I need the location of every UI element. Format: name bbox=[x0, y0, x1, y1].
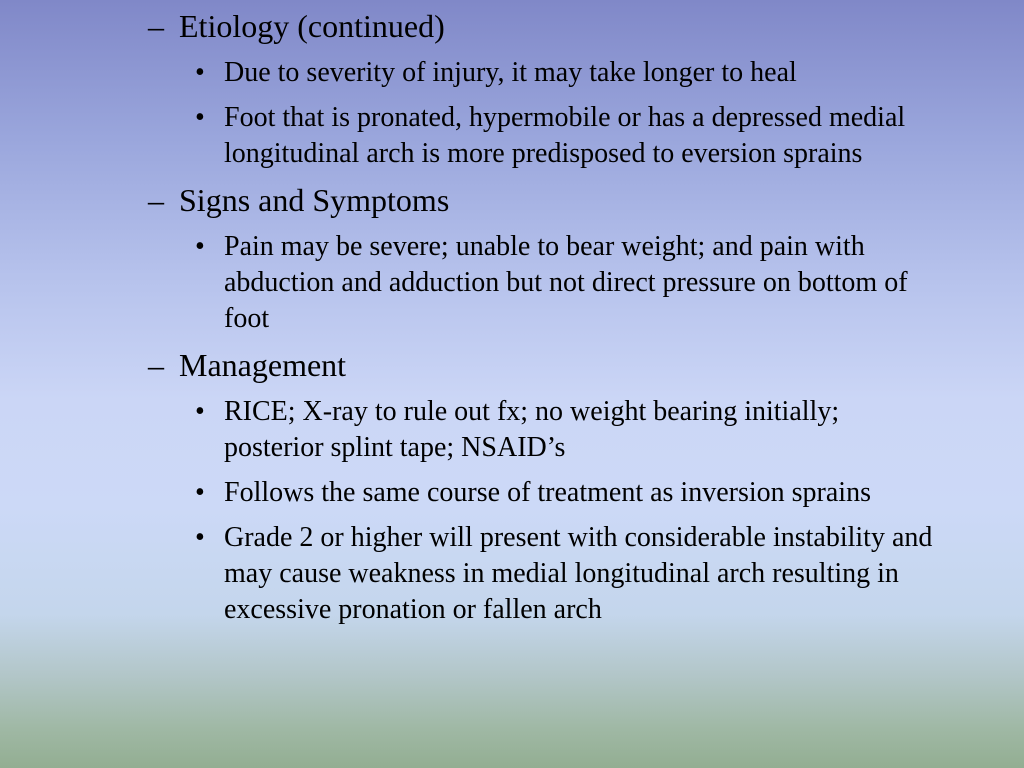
bullet-item bbox=[195, 520, 968, 628]
bullet-text: RICE; X-ray to rule out fx; no weight bearing initially; posterior splint tape; NSAID’s bbox=[224, 396, 840, 463]
section-heading-text: Signs and Symptoms bbox=[179, 182, 450, 218]
bullet-text: Pain may be severe; unable to bear weight; and pain with abduction and adduction but not direct pressure on bottom of foot bbox=[224, 231, 908, 334]
slide-content bbox=[148, 7, 968, 637]
bullet-marker: • bbox=[195, 522, 205, 553]
section-heading-text: Etiology (continued) bbox=[179, 8, 445, 44]
bullet-marker: • bbox=[195, 231, 205, 262]
section-heading-etiology bbox=[148, 7, 968, 45]
bullet-marker: • bbox=[195, 57, 205, 88]
bullet-list-signs-and-symptoms bbox=[195, 229, 968, 337]
section-heading-management bbox=[148, 346, 968, 384]
bullet-text: Follows the same course of treatment as inversion sprains bbox=[224, 477, 871, 508]
bullet-item bbox=[195, 100, 968, 172]
bullet-marker: • bbox=[195, 396, 205, 427]
bullet-item bbox=[195, 475, 968, 511]
bullet-item bbox=[195, 229, 968, 337]
dash-marker: – bbox=[148, 182, 164, 218]
bullet-text: Grade 2 or higher will present with considerable instability and may cause weakness in medial longitudinal arch resulting in excessive pronation or fallen arch bbox=[224, 522, 933, 625]
bullet-marker: • bbox=[195, 102, 205, 133]
bullet-list-etiology bbox=[195, 55, 968, 172]
bullet-marker: • bbox=[195, 477, 205, 508]
bullet-text: Foot that is pronated, hypermobile or has a depressed medial longitudinal arch is more predisposed to eversion sprains bbox=[224, 102, 906, 169]
dash-marker: – bbox=[148, 8, 164, 44]
bullet-list-management bbox=[195, 394, 968, 628]
section-heading-signs-and-symptoms bbox=[148, 181, 968, 219]
bullet-text: Due to severity of injury, it may take longer to heal bbox=[224, 57, 797, 88]
bullet-item bbox=[195, 394, 968, 466]
dash-marker: – bbox=[148, 347, 164, 383]
bullet-item bbox=[195, 55, 968, 91]
section-heading-text: Management bbox=[179, 347, 347, 383]
